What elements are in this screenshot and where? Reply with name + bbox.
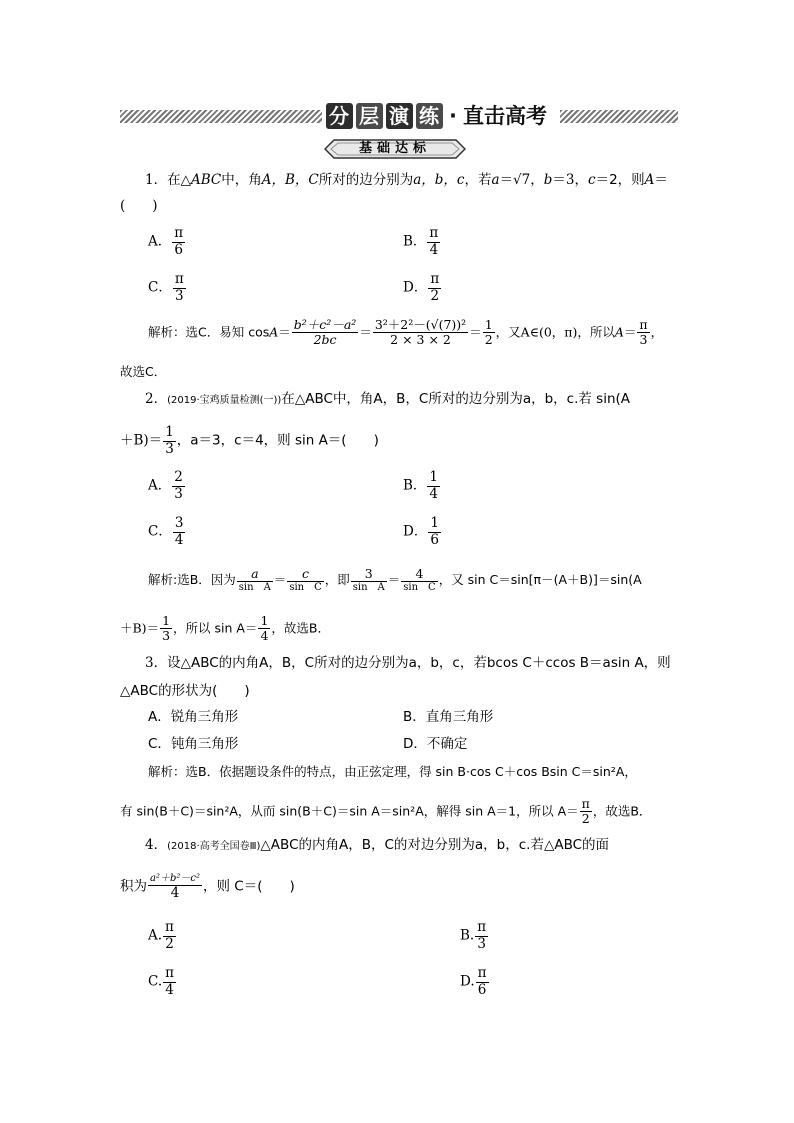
- question-source: (2018·高考全国卷Ⅲ): [167, 841, 261, 852]
- question-number: 4．: [145, 837, 168, 853]
- option-a: A. $\frac{\pi}{2}$: [148, 919, 174, 952]
- solution-fraction: $\frac{1}{3}$: [162, 613, 171, 644]
- option-fraction: $\frac{\pi}{4}$: [429, 225, 439, 258]
- question-2-solution: 解析:选B．因为 $\frac{a}{\text{sin A}}$ ＝ $\frac{c}{\text{sin C}}$ ，即 $\frac{3}{\text{sin A}}$ ＝ $\frac{4}{\text{sin C}}$ ，又 sin C＝sin[π－(A＋B)]＝sin(A: [148, 566, 642, 594]
- option-b: B. $\frac{\pi}{3}$: [460, 919, 487, 952]
- option-a: A． $\frac{2}{3}$: [148, 469, 183, 502]
- question-2-stem: 2．(2019·宝鸡质量检测(一))在△ABC中，角A，B，C所对的边分别为a，b，c.若 sin(A: [145, 391, 631, 407]
- section-badge-label: 基础达标: [358, 141, 431, 156]
- option-fraction: $\frac{\pi}{6}$: [477, 965, 487, 998]
- section-badge: [324, 139, 466, 159]
- solution-fraction: $\frac{a}{\text{sin A}}$: [238, 566, 271, 594]
- header-title-rest: 直击高考: [463, 104, 547, 128]
- option-fraction: $\frac{\pi}{6}$: [174, 225, 184, 258]
- option-a: A． $\frac{\pi}{6}$: [148, 225, 184, 258]
- question-1-paren: ( ): [120, 198, 158, 214]
- question-3-solution: 解析：选B．依据题设条件的特点，由正弦定理，得 sin B·cos C＋cos Bsin C＝sin²A，: [148, 764, 637, 779]
- option-fraction: $\frac{\pi}{4}$: [165, 965, 175, 998]
- header-hatch-right: [560, 110, 678, 123]
- option-d: D. $\frac{\pi}{6}$: [460, 965, 487, 998]
- question-3-stem: 3．设△ABC的内角A，B，C所对的边分别为a，b，c，若bcos C＋ccos B＝asin A，则: [145, 655, 671, 671]
- option-fraction: $\frac{\pi}{3}$: [477, 919, 487, 952]
- option-fraction: $\frac{\pi}{2}$: [430, 271, 440, 304]
- solution-fraction: $\frac{\pi}{2}$: [581, 796, 590, 827]
- solution-fraction: $\frac{4}{\text{sin C}}$: [403, 566, 436, 594]
- option-c: C． $\frac{\pi}{3}$: [148, 271, 184, 304]
- stem-fraction: $\frac{\text{a²＋b²－c²}}{4}$: [150, 873, 200, 901]
- header-title-dot: ·: [449, 104, 457, 128]
- option-a: A．锐角三角形: [148, 709, 239, 725]
- option-fraction: $\frac{2}{3}$: [174, 469, 183, 502]
- option-fraction: $\frac{\pi}{3}$: [174, 271, 184, 304]
- question-3-solution-line2: 有 sin(B＋C)＝sin²A，从而 sin(B＋C)＝sin A＝sin²A，解得 sin A＝1，所以 A＝ $\frac{\pi}{2}$ ，故选B．: [120, 796, 652, 827]
- question-number: 1．: [145, 172, 168, 188]
- option-d: D． $\frac{1}{6}$: [403, 515, 439, 548]
- question-1-solution: 解析：选C．易知 cosA＝ $\frac{\text{b²＋c²－a²}}{2bc}$ ＝ $\frac{\text{3²＋2²－(√(7))²}}{2 \times 3 \times 2}$ ＝ $\frac{1}{2}$ ，又A∈(0，π)，所以A＝ $\frac{\pi}{3}$ ，: [148, 317, 664, 348]
- header-title-box: 演: [386, 103, 413, 129]
- solution-fraction: $\frac{\text{b²＋c²－a²}}{2bc}$: [293, 317, 357, 348]
- option-c: C. $\frac{\pi}{4}$: [148, 965, 175, 998]
- option-b: B．直角三角形: [403, 709, 494, 725]
- option-b: B． $\frac{\pi}{4}$: [403, 225, 439, 258]
- header-title-box: 练: [416, 103, 443, 129]
- option-b: B． $\frac{1}{4}$: [403, 469, 439, 502]
- option-fraction: $\frac{3}{4}$: [174, 515, 184, 548]
- solution-fraction: $\frac{1}{4}$: [260, 613, 269, 644]
- option-c: C．钝角三角形: [148, 736, 239, 752]
- solution-fraction: $\frac{1}{2}$: [484, 317, 493, 348]
- question-number: 2．: [145, 391, 168, 407]
- question-source: (2019·宝鸡质量检测(一)): [167, 395, 282, 406]
- question-1-solution-line2: 故选C．: [120, 364, 167, 379]
- option-d: D．不确定: [403, 736, 468, 752]
- solution-fraction: $\frac{\pi}{3}$: [639, 317, 648, 348]
- question-2-solution-line2: ＋B)＝ $\frac{1}{3}$ ，所以 sin A＝ $\frac{1}{4}$ ，故选B．: [120, 613, 330, 644]
- header-hatch-left: [120, 110, 322, 123]
- solution-fraction: $\frac{3}{\text{sin A}}$: [352, 566, 385, 594]
- option-fraction: $\frac{1}{6}$: [430, 515, 439, 548]
- option-fraction: $\frac{1}{4}$: [429, 469, 439, 502]
- header-title-box: 分: [326, 103, 353, 129]
- option-c: C． $\frac{3}{4}$: [148, 515, 184, 548]
- question-number: 3．: [145, 655, 168, 671]
- question-3-stem-line2: △ABC的形状为( ): [120, 683, 250, 699]
- solution-fraction: $\frac{\text{3²＋2²－(√(7))²}}{2 \times 3 \times 2}$: [374, 317, 467, 348]
- question-4-stem-line2: 积为 $\frac{\text{a²＋b²－c²}}{4}$ ，则 C＝( ): [120, 873, 295, 901]
- question-4-stem: 4．(2018·高考全国卷Ⅲ)△ABC的内角A，B，C的对边分别为a，b，c.若△ABC的面: [145, 837, 610, 853]
- stem-fraction: $\frac{1}{3}$: [165, 424, 174, 457]
- header-title-box: 层: [356, 103, 383, 129]
- option-fraction: $\frac{\pi}{2}$: [165, 919, 174, 952]
- solution-fraction: $\frac{c}{\text{sin C}}$: [289, 566, 322, 594]
- option-d: D． $\frac{\pi}{2}$: [403, 271, 440, 304]
- question-1-stem: 1．在△ABC中，角A，B，C所对的边分别为a，b，c，若a＝√7，b＝3，c＝2，则A＝: [145, 172, 668, 188]
- question-2-stem-line2: ＋B)＝ $\frac{1}{3}$ ，a＝3，c＝4，则 sin A＝( ): [120, 424, 379, 457]
